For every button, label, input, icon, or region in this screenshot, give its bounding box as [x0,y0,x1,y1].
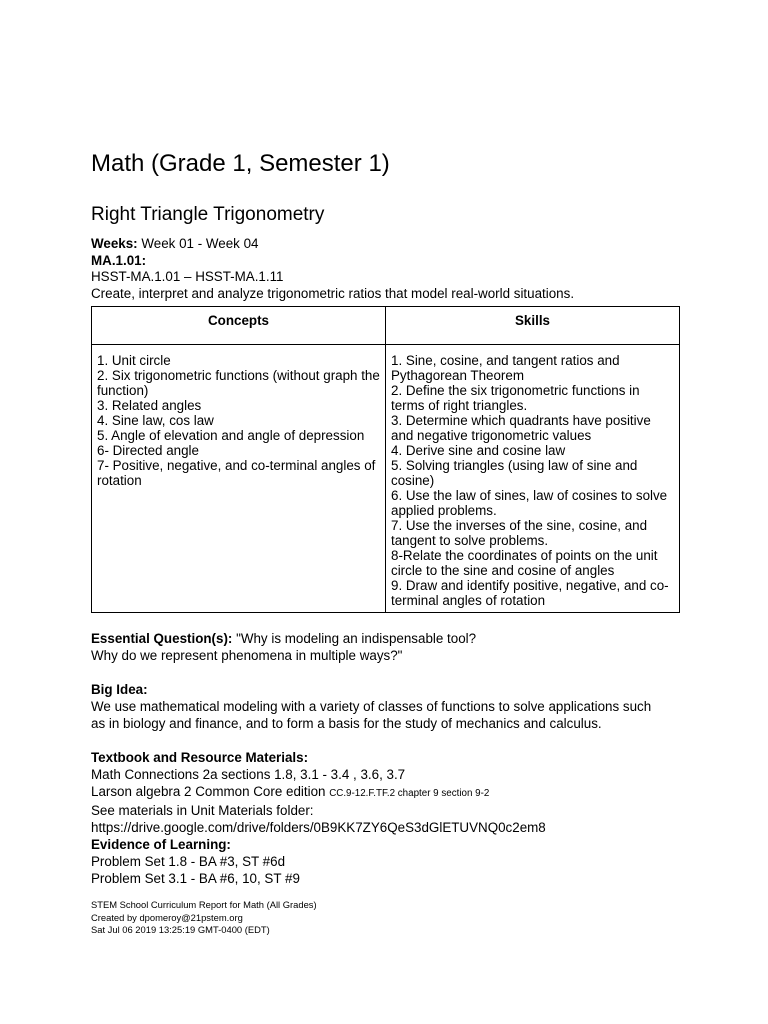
evidence-line2: Problem Set 3.1 - BA #6, 10, ST #9 [91,871,300,886]
standard-description: Create, interpret and analyze trigonometric ratios that model real-world situations. [91,285,575,301]
essential-question-line1: Essential Question(s): "Why is modeling an indispensable tool? [91,631,477,646]
footer-timestamp: Sat Jul 06 2019 13:25:19 GMT-0400 (EDT) [91,924,270,935]
list-item: 5. Solving triangles (using law of sine and cosine) [391,458,638,488]
evidence-label: Evidence of Learning: [91,837,231,852]
footer-report-name: STEM School Curriculum Report for Math (All Grades) [91,899,317,910]
list-item: 3. Determine which quadrants have positive and negative trigonometric values [391,413,651,443]
concepts-cell [92,345,386,613]
table-header-row [92,307,680,345]
textbook-line3: See materials in Unit Materials folder: [91,803,314,818]
page-title: Math (Grade 1, Semester 1) [91,150,390,177]
list-item: 2. Define the six trigonometric functions in terms of right triangles. [391,383,640,413]
essential-question-line2: Why do we represent phenomena in multiple ways?" [91,648,403,663]
skills-header: Skills [386,307,680,345]
list-item: 6. Use the law of sines, law of cosines to solve applied problems. [391,488,668,518]
list-item: 3. Related angles [97,398,202,413]
unit-title: Right Triangle Trigonometry [91,204,325,225]
footer-created-by: Created by dpomeroy@21pstem.org [91,911,243,923]
resource-link[interactable]: https://drive.google.com/drive/folders/0B9KK7ZY6QeS3dGlETUVNQ0c2em8 [91,820,546,835]
textbook-line1: Math Connections 2a sections 1.8, 3.1 - 3.4 , 3.6, 3.7 [91,767,406,782]
concepts-skills-table [91,306,680,613]
textbook-line2: Larson algebra 2 Common Core edition CC.9-12.F.TF.2 chapter 9 section 9-2 [91,784,490,799]
standard-code: MA.1.01: [91,252,147,268]
unit-meta [91,236,691,302]
unit-sections [91,630,691,887]
list-item: 4. Derive sine and cosine law [391,443,566,458]
big-idea-line1: We use mathematical modeling with a variety of classes of functions to solve applications such [91,699,652,714]
skills-cell [386,345,680,613]
report-footer [91,899,317,937]
list-item: 9. Draw and identify positive, negative, and co-terminal angles of rotation [391,578,669,608]
list-item: 1. Sine, cosine, and tangent ratios and Pythagorean Theorem [391,353,620,383]
list-item: 2. Six trigonometric functions (without graph the function) [97,368,380,398]
list-item: 8-Relate the coordinates of points on the unit circle to the sine and cosine of angles [391,548,658,578]
concepts-header: Concepts [92,307,386,345]
standard-range: HSST-MA.1.01 – HSST-MA.1.11 [91,269,284,284]
weeks-label: Weeks: [91,236,138,251]
big-idea-label: Big Idea: [91,682,148,697]
list-item: 5. Angle of elevation and angle of depression [97,428,365,443]
weeks-line [91,236,691,253]
weeks-value: Week 01 - Week 04 [137,236,259,251]
essential-question-label: Essential Question(s): [91,631,233,646]
list-item: 1. Unit circle [97,353,171,368]
big-idea-line2: as in biology and finance, and to form a basis for the study of mechanics and calculus. [91,716,602,731]
evidence-line1: Problem Set 1.8 - BA #3, ST #6d [91,854,286,869]
table-row [92,345,680,613]
list-item: 7- Positive, negative, and co-terminal angles of rotation [97,458,376,488]
list-item: 6- Directed angle [97,443,199,458]
list-item: 7. Use the inverses of the sine, cosine, and tangent to solve problems. [391,518,648,548]
textbook-label: Textbook and Resource Materials: [91,750,309,765]
list-item: 4. Sine law, cos law [97,413,214,428]
